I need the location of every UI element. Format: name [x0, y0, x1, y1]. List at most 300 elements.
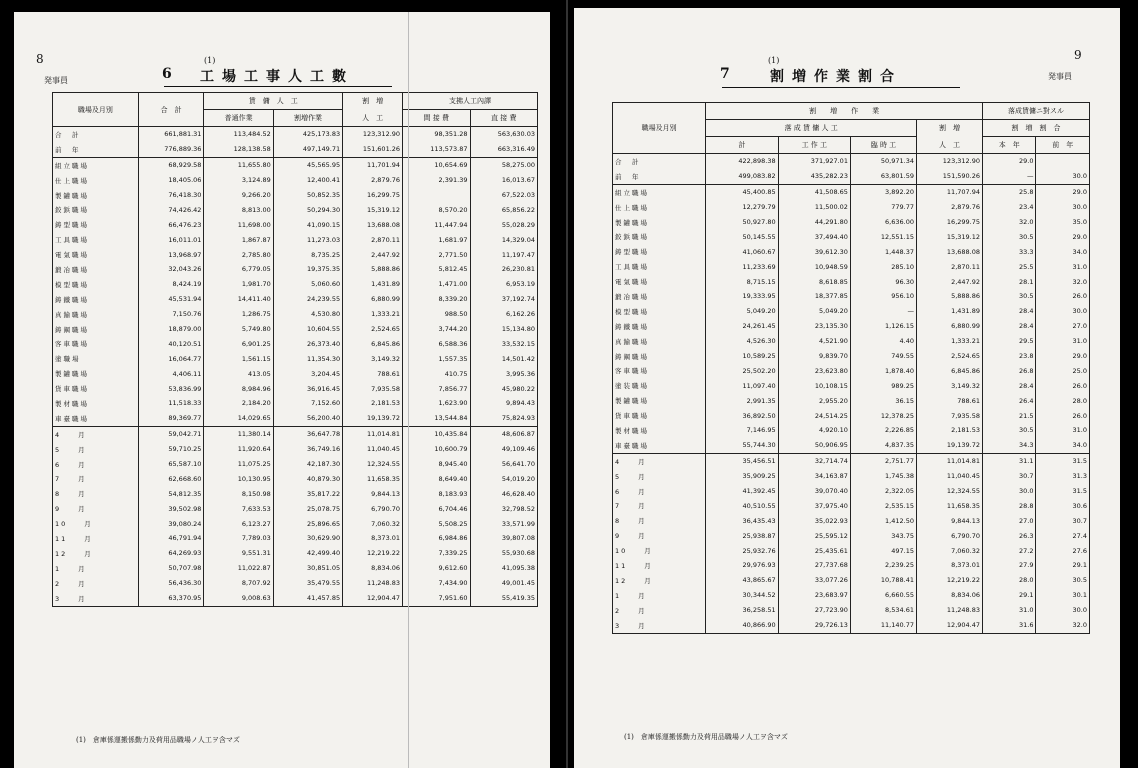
row-label: 10 月: [53, 516, 139, 531]
table-cell: 36,258.51: [706, 603, 778, 618]
table-cell: 3,149.32: [916, 378, 982, 393]
table-cell: 9,844.13: [343, 486, 403, 501]
header-cell: 本 年: [983, 137, 1036, 154]
table-cell: 31.1: [983, 453, 1036, 468]
table-cell: 66,476.23: [138, 217, 204, 232]
table-cell: 30.6: [1036, 498, 1090, 513]
table-cell: 34.3: [983, 438, 1036, 453]
table-row: [613, 229, 1090, 244]
title-superscript: (1): [768, 56, 780, 65]
table-cell: 8,339.20: [403, 292, 470, 307]
left-data-table: [52, 92, 538, 607]
table-cell: 10,948.59: [778, 259, 850, 274]
table-row: [613, 169, 1090, 184]
table-cell: 2,879.76: [916, 200, 982, 215]
row-label: 鋳鐵職場: [613, 319, 706, 334]
table-cell: 6,845.86: [343, 336, 403, 351]
table-row: [53, 173, 538, 188]
table-cell: 3,995.36: [470, 366, 538, 381]
table-cell: 1,431.89: [343, 277, 403, 292]
table-cell: 2,181.53: [916, 423, 982, 438]
table-cell: 35.0: [1036, 215, 1090, 230]
table-row: [613, 484, 1090, 499]
table-cell: 9,551.31: [204, 546, 273, 561]
table-cell: 96.30: [850, 274, 916, 289]
table-cell: 989.25: [850, 378, 916, 393]
table-cell: 435,282.23: [778, 169, 850, 184]
table-cell: 7,152.60: [273, 396, 342, 411]
row-label: 組立職場: [613, 184, 706, 199]
row-label: 製材職場: [613, 423, 706, 438]
table-cell: 50,145.55: [706, 229, 778, 244]
table-cell: 28.1: [983, 274, 1036, 289]
header-cell: 割 増: [343, 93, 403, 110]
table-cell: 1,333.21: [343, 307, 403, 322]
table-cell: 30.0: [1036, 200, 1090, 215]
table-cell: 1,333.21: [916, 334, 982, 349]
table-row: [53, 442, 538, 457]
table-cell: 8,183.93: [403, 486, 470, 501]
row-label: 製罐職場: [53, 366, 139, 381]
table-cell: 50,852.35: [273, 188, 342, 203]
table-cell: 10,604.55: [273, 322, 342, 337]
table-cell: 30.0: [1036, 603, 1090, 618]
table-cell: 12,400.41: [273, 173, 342, 188]
table-cell: 31.0: [1036, 423, 1090, 438]
row-label: 8 月: [613, 513, 706, 528]
table-cell: 7,060.32: [343, 516, 403, 531]
table-cell: 14,029.65: [204, 411, 273, 426]
table-cell: 30.5: [1036, 573, 1090, 588]
header-cell: 間 接 費: [403, 110, 470, 127]
table-cell: 11,097.40: [706, 378, 778, 393]
row-label: 仕上職場: [53, 173, 139, 188]
table-cell: [1036, 154, 1090, 169]
table-cell: 30,629.90: [273, 531, 342, 546]
table-cell: 35,817.22: [273, 486, 342, 501]
table-cell: 76,418.30: [138, 188, 204, 203]
table-cell: 29.1: [983, 588, 1036, 603]
table-cell: 4,526.30: [706, 334, 778, 349]
row-label: 塗装職場: [613, 378, 706, 393]
table-cell: 413.05: [204, 366, 273, 381]
table-cell: 33,571.99: [470, 516, 538, 531]
page-header: 発事員: [1048, 72, 1072, 81]
table-cell: 40,879.30: [273, 471, 342, 486]
table-cell: 7,339.25: [403, 546, 470, 561]
table-cell: 54,812.35: [138, 486, 204, 501]
table-cell: 343.75: [850, 528, 916, 543]
table-cell: 27.0: [1036, 319, 1090, 334]
row-label: 車臺職場: [53, 411, 139, 426]
table-cell: 2,879.76: [343, 173, 403, 188]
table-cell: 5,888.86: [343, 262, 403, 277]
table-cell: 8,707.92: [204, 576, 273, 591]
table-cell: 11,075.25: [204, 457, 273, 472]
table-cell: 3,744.20: [403, 322, 470, 337]
row-label: 塗職場: [53, 351, 139, 366]
right-page: [574, 8, 1120, 768]
table-cell: 1,286.75: [204, 307, 273, 322]
table-cell: 6,660.55: [850, 588, 916, 603]
table-cell: 31.0: [1036, 259, 1090, 274]
table-cell: 50,707.98: [138, 561, 204, 576]
table-cell: 1,431.89: [916, 304, 982, 319]
table-cell: 36,916.45: [273, 381, 342, 396]
table-cell: 31.6: [983, 618, 1036, 633]
table-cell: 1,448.37: [850, 244, 916, 259]
table-cell: 1,681.97: [403, 232, 470, 247]
table-cell: 12,551.15: [850, 229, 916, 244]
table-cell: 1,412.50: [850, 513, 916, 528]
table-cell: 27.6: [1036, 543, 1090, 558]
table-cell: 11,197.47: [470, 247, 538, 262]
table-cell: 28.4: [983, 304, 1036, 319]
table-cell: 1,878.40: [850, 363, 916, 378]
table-cell: 2,391.39: [403, 173, 470, 188]
table-row: [53, 366, 538, 381]
table-cell: 37,975.40: [778, 498, 850, 513]
table-cell: 10,108.15: [778, 378, 850, 393]
table-cell: 36,749.16: [273, 442, 342, 457]
row-label: 鋳鋼職場: [53, 322, 139, 337]
left-page: [14, 12, 550, 768]
table-cell: 45,531.94: [138, 292, 204, 307]
table-cell: 30.7: [983, 469, 1036, 484]
table-cell: 8,715.15: [706, 274, 778, 289]
table-cell: 10,654.69: [403, 157, 470, 172]
row-label: 1 月: [613, 588, 706, 603]
table-cell: 11,698.00: [204, 217, 273, 232]
row-label: 電氣職場: [613, 274, 706, 289]
row-label: 2 月: [53, 576, 139, 591]
table-cell: 7,856.77: [403, 381, 470, 396]
row-label: 鍛冶職場: [613, 289, 706, 304]
table-cell: 11,658.35: [916, 498, 982, 513]
table-cell: 5,060.60: [273, 277, 342, 292]
table-cell: 41,060.67: [706, 244, 778, 259]
header-cell: 人 工: [343, 110, 403, 127]
table-cell: 15,319.12: [916, 229, 982, 244]
table-cell: 13,544.84: [403, 411, 470, 426]
row-label: 5 月: [53, 442, 139, 457]
table-cell: 425,173.83: [273, 127, 342, 142]
table-cell: 2,181.53: [343, 396, 403, 411]
table-cell: 8,649.40: [403, 471, 470, 486]
table-cell: 499,083.82: [706, 169, 778, 184]
table-row: [53, 486, 538, 501]
table-cell: 6,588.36: [403, 336, 470, 351]
table-cell: 55,744.30: [706, 438, 778, 453]
table-row: [53, 277, 538, 292]
table-cell: 6,162.26: [470, 307, 538, 322]
table-cell: 11,518.33: [138, 396, 204, 411]
table-cell: 58,275.00: [470, 157, 538, 172]
table-cell: 10,435.84: [403, 426, 470, 441]
table-cell: 27.0: [983, 513, 1036, 528]
table-cell: 32,043.26: [138, 262, 204, 277]
table-cell: 6,779.05: [204, 262, 273, 277]
table-cell: 30,851.05: [273, 561, 342, 576]
table-cell: 4,406.11: [138, 366, 204, 381]
table-cell: 36,435.43: [706, 513, 778, 528]
row-label: 鍛冶職場: [53, 262, 139, 277]
row-label: 前 年: [53, 142, 139, 157]
row-label: 鋳型職場: [613, 244, 706, 259]
table-cell: 11,248.83: [916, 603, 982, 618]
table-cell: 2,955.20: [778, 393, 850, 408]
table-cell: 11,655.80: [204, 157, 273, 172]
table-cell: 3,204.45: [273, 366, 342, 381]
table-number: 7: [720, 66, 738, 82]
table-cell: 19,333.95: [706, 289, 778, 304]
table-cell: 9,844.13: [916, 513, 982, 528]
table-cell: 8,534.61: [850, 603, 916, 618]
table-cell: 67,522.03: [470, 188, 538, 203]
table-cell: 4,837.35: [850, 438, 916, 453]
table-cell: 10,600.79: [403, 442, 470, 457]
table-cell: 24,514.25: [778, 408, 850, 423]
table-cell: 27,737.68: [778, 558, 850, 573]
table-cell: 27,723.90: [778, 603, 850, 618]
table-cell: 7,633.53: [204, 501, 273, 516]
row-label: 4 月: [53, 426, 139, 441]
row-label: 製罐職場: [613, 393, 706, 408]
table-cell: 32.0: [1036, 618, 1090, 633]
table-cell: 14,501.42: [470, 351, 538, 366]
table-cell: 98,351.28: [403, 127, 470, 142]
table-cell: 27.4: [1036, 528, 1090, 543]
table-cell: 6,845.86: [916, 363, 982, 378]
table-cell: 28.0: [1036, 393, 1090, 408]
table-row: [53, 426, 538, 441]
table-cell: 2,535.15: [850, 498, 916, 513]
table-cell: 30.7: [1036, 513, 1090, 528]
table-cell: 8,813.00: [204, 202, 273, 217]
table-cell: 26,230.81: [470, 262, 538, 277]
table-cell: 28.4: [983, 378, 1036, 393]
row-label: 9 月: [613, 528, 706, 543]
table-row: [53, 591, 538, 606]
table-row: [53, 561, 538, 576]
table-row: [613, 349, 1090, 364]
table-cell: 497.15: [850, 543, 916, 558]
header-cell: 割 増: [916, 120, 982, 137]
table-cell: 24,239.55: [273, 292, 342, 307]
row-label: 貨車職場: [613, 408, 706, 423]
table-cell: 23,623.80: [778, 363, 850, 378]
table-row: [53, 292, 538, 307]
table-row: [613, 469, 1090, 484]
table-cell: 2,524.65: [916, 349, 982, 364]
table-cell: 42,187.30: [273, 457, 342, 472]
table-cell: 4,521.90: [778, 334, 850, 349]
table-cell: 25,502.20: [706, 363, 778, 378]
table-row: [53, 142, 538, 157]
table-cell: 1,561.15: [204, 351, 273, 366]
table-row: [53, 262, 538, 277]
table-cell: 39,070.40: [778, 484, 850, 499]
table-cell: 11,014.81: [916, 453, 982, 468]
row-label: 製罐職場: [53, 188, 139, 203]
table-cell: 30.0: [983, 484, 1036, 499]
row-label: 6 月: [613, 484, 706, 499]
row-label: 模型職場: [53, 277, 139, 292]
table-cell: 6,984.86: [403, 531, 470, 546]
table-cell: 63,370.95: [138, 591, 204, 606]
table-cell: 9,266.20: [204, 188, 273, 203]
table-cell: 3,149.32: [343, 351, 403, 366]
table-cell: 28.4: [983, 319, 1036, 334]
table-cell: 5,812.45: [403, 262, 470, 277]
table-cell: 63,801.59: [850, 169, 916, 184]
table-row: [613, 215, 1090, 230]
table-cell: 46,628.40: [470, 486, 538, 501]
table-cell: 28.8: [983, 498, 1036, 513]
table-cell: 26.0: [1036, 378, 1090, 393]
table-cell: 39,080.24: [138, 516, 204, 531]
table-cell: 21.5: [983, 408, 1036, 423]
row-label: 組立職場: [53, 157, 139, 172]
table-cell: 40,120.51: [138, 336, 204, 351]
row-label: 12 月: [613, 573, 706, 588]
table-cell: 45,565.95: [273, 157, 342, 172]
table-row: [613, 319, 1090, 334]
table-cell: 11,233.69: [706, 259, 778, 274]
row-label: 貨車職場: [53, 381, 139, 396]
table-cell: 30.5: [983, 289, 1036, 304]
header-cell: 落 成 賃 傭 人 工: [706, 120, 917, 137]
table-cell: 13,968.97: [138, 247, 204, 262]
table-cell: 11,014.81: [343, 426, 403, 441]
table-cell: 10,589.25: [706, 349, 778, 364]
table-cell: 776,889.36: [138, 142, 204, 157]
table-cell: 12,378.25: [850, 408, 916, 423]
table-cell: 56,641.70: [470, 457, 538, 472]
table-cell: 11,273.03: [273, 232, 342, 247]
table-cell: 151,601.26: [343, 142, 403, 157]
table-cell: 65,856.22: [470, 202, 538, 217]
right-data-table: [612, 102, 1090, 634]
table-cell: 41,392.45: [706, 484, 778, 499]
table-cell: 41,508.65: [778, 184, 850, 199]
table-cell: 19,139.72: [916, 438, 982, 453]
table-cell: 788.61: [916, 393, 982, 408]
row-label: 仕上職場: [613, 200, 706, 215]
table-row: [53, 202, 538, 217]
title-underline: [164, 86, 392, 87]
table-cell: 39,807.08: [470, 531, 538, 546]
header-cell: 合 計: [138, 93, 204, 127]
table-cell: 37,192.74: [470, 292, 538, 307]
table-cell: 7,951.60: [403, 591, 470, 606]
table-cell: 25.0: [1036, 363, 1090, 378]
table-cell: 31.5: [1036, 484, 1090, 499]
table-cell: 68,929.58: [138, 157, 204, 172]
table-cell: 5,508.25: [403, 516, 470, 531]
table-cell: 128,138.58: [204, 142, 273, 157]
table-cell: 12,219.22: [343, 546, 403, 561]
table-cell: 11,500.02: [778, 200, 850, 215]
table-cell: 4,530.80: [273, 307, 342, 322]
table-cell: 39,612.30: [778, 244, 850, 259]
table-cell: 1,745.38: [850, 469, 916, 484]
table-cell: 663,316.49: [470, 142, 538, 157]
table-cell: 26.3: [983, 528, 1036, 543]
table-cell: 12,219.22: [916, 573, 982, 588]
table-cell: 25.8: [983, 184, 1036, 199]
table-cell: 788.61: [343, 366, 403, 381]
table-cell: 7,935.58: [916, 408, 982, 423]
table-cell: 30.0: [1036, 169, 1090, 184]
table-cell: 30.0: [1036, 304, 1090, 319]
table-row: [53, 501, 538, 516]
table-cell: 8,945.40: [403, 457, 470, 472]
row-label: 12 月: [53, 546, 139, 561]
table-cell: 40,866.90: [706, 618, 778, 633]
row-label: 鋳型職場: [53, 217, 139, 232]
table-cell: 33.3: [983, 244, 1036, 259]
table-row: [53, 322, 538, 337]
table-cell: 25,938.87: [706, 528, 778, 543]
table-cell: 30.5: [983, 229, 1036, 244]
table-row: [53, 396, 538, 411]
table-cell: 40,510.55: [706, 498, 778, 513]
table-row: [53, 381, 538, 396]
row-label: 模型職場: [613, 304, 706, 319]
row-label: 鉸鋲職場: [53, 202, 139, 217]
table-cell: 23.8: [983, 349, 1036, 364]
row-label: 客車職場: [613, 363, 706, 378]
table-cell: 2,239.25: [850, 558, 916, 573]
table-cell: 123,312.90: [343, 127, 403, 142]
table-cell: 4,920.10: [778, 423, 850, 438]
table-row: [53, 336, 538, 351]
table-cell: 2,785.80: [204, 247, 273, 262]
table-row: [53, 457, 538, 472]
table-cell: 16,064.77: [138, 351, 204, 366]
table-cell: 33,077.26: [778, 573, 850, 588]
table-cell: 32.0: [1036, 274, 1090, 289]
table-row: [613, 363, 1090, 378]
table-cell: 749.55: [850, 349, 916, 364]
table-cell: 2,447.92: [343, 247, 403, 262]
header-cell: 割 増 割 合: [983, 120, 1090, 137]
table-row: [53, 546, 538, 561]
table-row: [613, 423, 1090, 438]
table-cell: 6,901.25: [204, 336, 273, 351]
table-cell: 14,411.40: [204, 292, 273, 307]
title-underline: [722, 87, 960, 88]
table-cell: 2,226.85: [850, 423, 916, 438]
table-cell: 2,870.11: [916, 259, 982, 274]
table-cell: 62,668.60: [138, 471, 204, 486]
table-cell: 23.4: [983, 200, 1036, 215]
table-row: [613, 334, 1090, 349]
row-label: 工具職場: [613, 259, 706, 274]
table-cell: 779.77: [850, 200, 916, 215]
header-cell: 職場及月別: [613, 103, 706, 154]
row-label: 鋳鋼職場: [613, 349, 706, 364]
table-cell: 12,904.47: [343, 591, 403, 606]
table-cell: 7,060.32: [916, 543, 982, 558]
row-label: 11 月: [613, 558, 706, 573]
table-row: [613, 498, 1090, 513]
table-cell: 56,436.30: [138, 576, 204, 591]
table-cell: 12,279.79: [706, 200, 778, 215]
table-cell: 2,870.11: [343, 232, 403, 247]
row-label: 真鍮職場: [613, 334, 706, 349]
